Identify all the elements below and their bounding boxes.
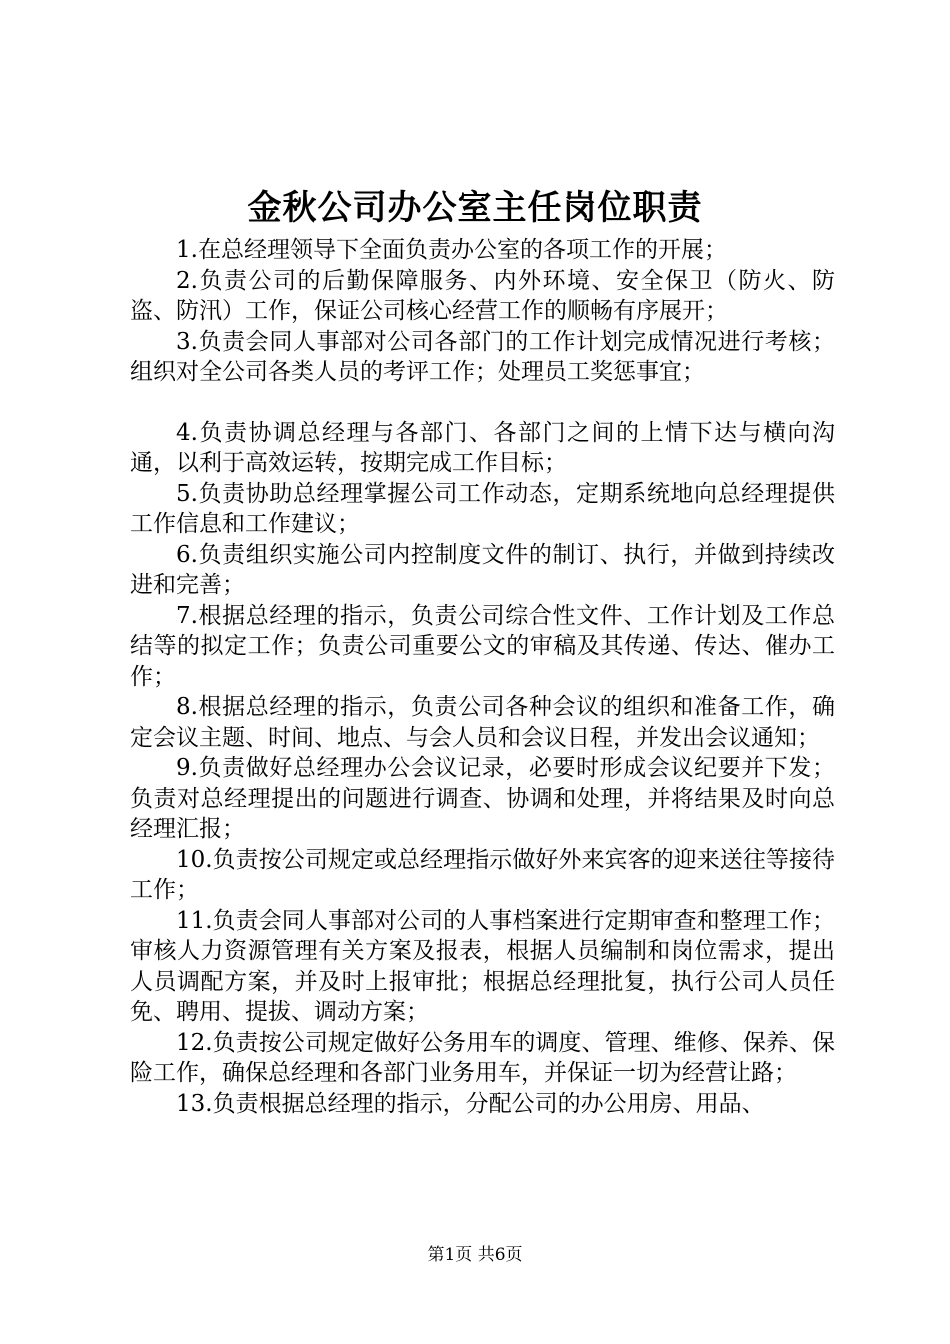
- duty-item-2: 2.负责公司的后勤保障服务、内外环境、安全保卫（防火、防盗、防汛）工作，保证公司核心经营工作的顺畅有序展开；: [130, 267, 835, 324]
- duty-item-8: 8.根据总经理的指示，负责公司各种会议的组织和准备工作，确定会议主题、时间、地点、与会人员和会议日程，并发出会议通知；: [130, 694, 835, 751]
- duty-item-3: 3.负责会同人事部对公司各部门的工作计划完成情况进行考核；组织对全公司各类人员的考评工作；处理员工奖惩事宜；: [130, 328, 835, 385]
- duty-item-5: 5.负责协助总经理掌握公司工作动态，定期系统地向总经理提供工作信息和工作建议；: [130, 480, 835, 537]
- duty-item-10: 10.负责按公司规定或总经理指示做好外来宾客的迎来送往等接待工作；: [130, 846, 835, 903]
- duty-item-6: 6.负责组织实施公司内控制度文件的制订、执行，并做到持续改进和完善；: [130, 541, 835, 598]
- duty-item-12: 12.负责按公司规定做好公务用车的调度、管理、维修、保养、保险工作，确保总经理和各部门业务用车，并保证一切为经营让路；: [130, 1029, 835, 1086]
- duty-item-7: 7.根据总经理的指示，负责公司综合性文件、工作计划及工作总结等的拟定工作；负责公司重要公文的审稿及其传递、传达、催办工作；: [130, 602, 835, 690]
- duty-item-11: 11.负责会同人事部对公司的人事档案进行定期审查和整理工作；审核人力资源管理有关方案及报表，根据人员编制和岗位需求，提出人员调配方案，并及时上报审批；根据总经理批复，执行公司人员任免、聘用、提拔、调动方案；: [130, 907, 835, 1025]
- document-title: 金秋公司办公室主任岗位职责: [247, 188, 703, 228]
- duty-item-13: 13.负责根据总经理的指示，分配公司的办公用房、用品、: [176, 1090, 765, 1117]
- page-number-footer: 第1页 共6页: [427, 1245, 523, 1265]
- document-body: [130, 235, 835, 1119]
- duty-item-4: 4.负责协调总经理与各部门、各部门之间的上情下达与横向沟通，以利于高效运转，按期完成工作目标；: [130, 419, 835, 476]
- duty-item-9: 9.负责做好总经理办公会议记录，必要时形成会议纪要并下发；负责对总经理提出的问题进行调查、协调和处理，并将结果及时向总经理汇报；: [130, 755, 835, 842]
- duty-item-1: 1.在总经理领导下全面负责办公室的各项工作的开展；: [176, 237, 727, 263]
